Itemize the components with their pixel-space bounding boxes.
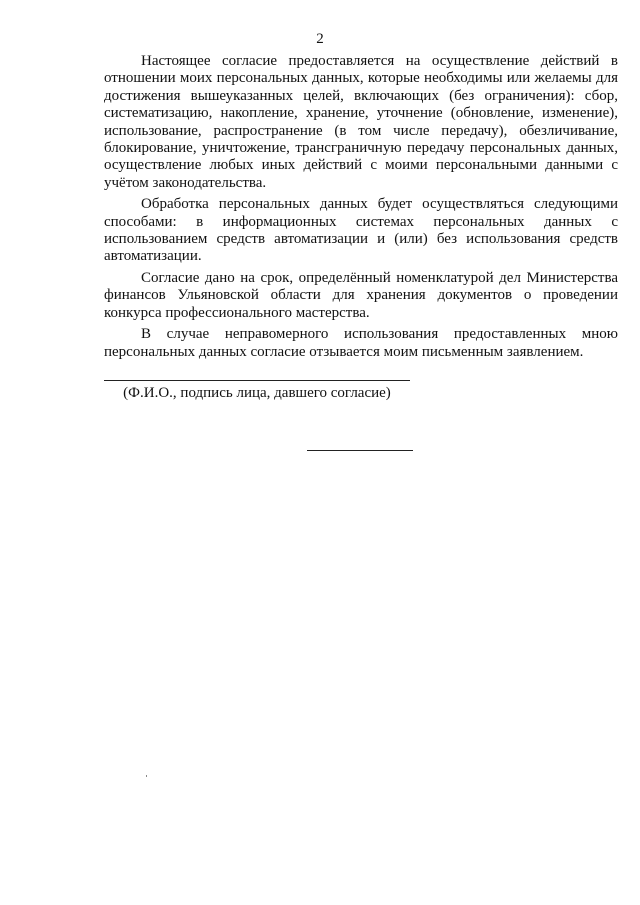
scan-artifact: [146, 775, 147, 777]
page-number: 2: [316, 31, 324, 47]
document-body: [104, 53, 618, 361]
paragraph-consent-revocation: В случае неправомерного использования предоставленных мною персональных данных согласие отзывается моим письменным заявлением.: [104, 326, 618, 360]
signature-line: [104, 380, 410, 381]
signature-caption: (Ф.И.О., подпись лица, давшего согласие): [123, 385, 391, 401]
paragraph-processing-methods: Обработка персональных данных будет осуществляться следующими способами: в информационных системах персональных данных с использованием средств автоматизации и (или) без использования средств автоматизации.: [104, 196, 618, 265]
end-of-document-line: [307, 450, 413, 451]
paragraph-consent-scope: Настоящее согласие предоставляется на осуществление действий в отношении моих персональных данных, которые необходимы или желаемы для достижения вышеуказанных целей, включающих (без ограничения): сбор, систематизацию, накопление, хранение, уточнение (обновление, изменение), использование, распространение (в том числе передачу), обезличивание, блокирование, уничтожение, трансграничную передачу персональных данных, осуществление любых иных действий с моими персональными данными с учётом законодательства.: [104, 53, 618, 191]
paragraph-consent-term: Согласие дано на срок, определённый номенклатурой дел Министерства финансов Ульяновской области для хранения документов о проведении конкурса профессионального мастерства.: [104, 269, 618, 321]
